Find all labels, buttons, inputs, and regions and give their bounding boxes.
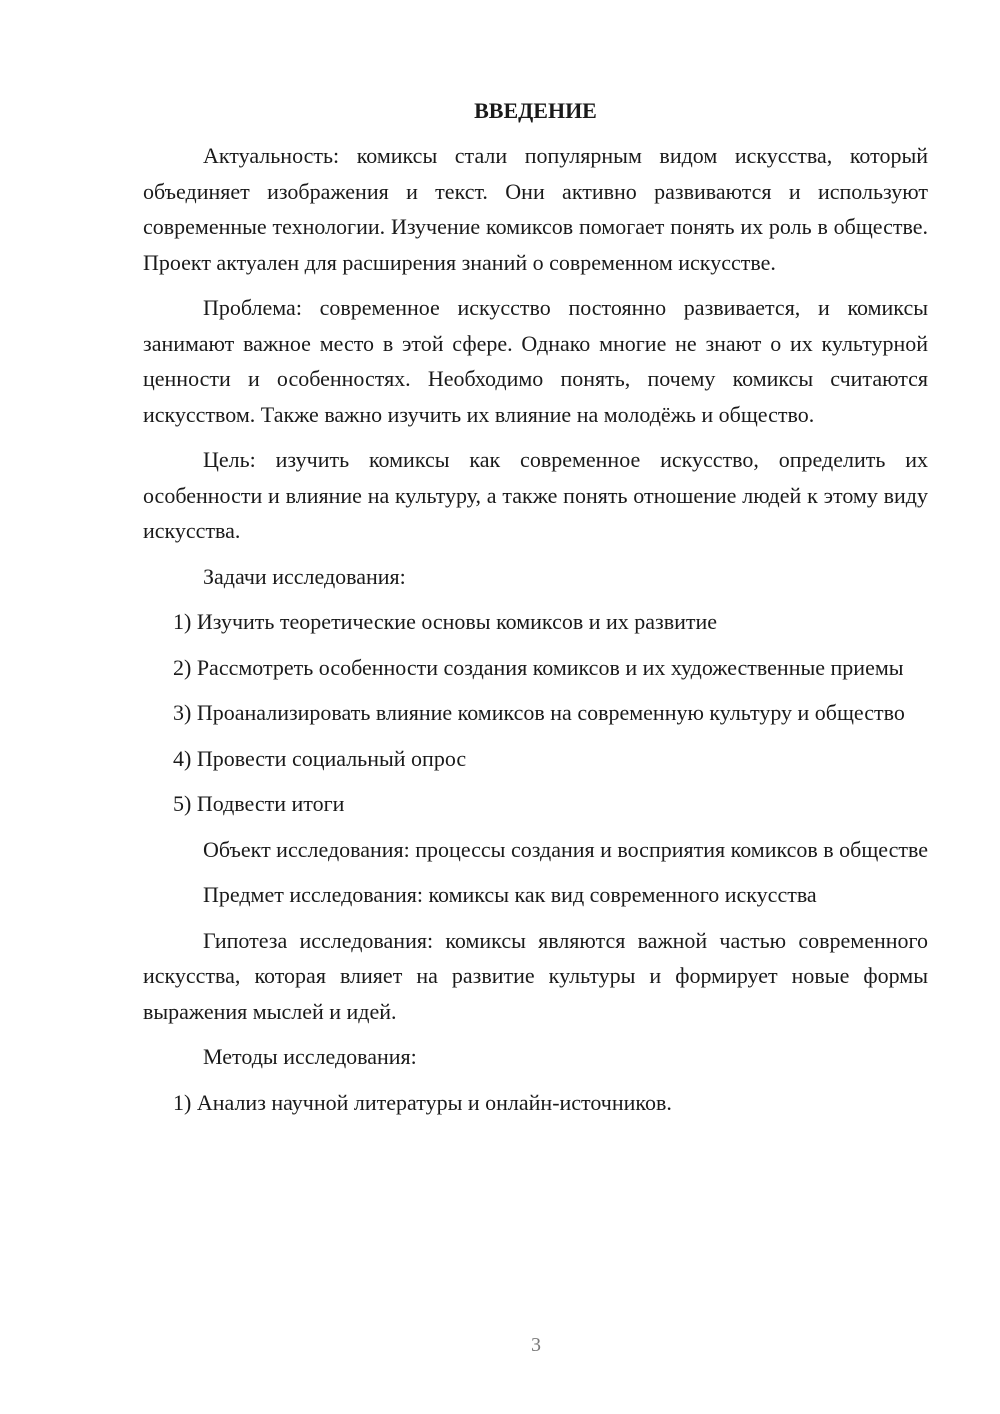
page-number: 3 [531,1334,541,1356]
page-content [143,94,928,1130]
paragraph-object: Объект исследования: процессы создания и восприятия комиксов в обществе [203,836,929,862]
task-item-3: 3) Проанализировать влияние комиксов на современную культуру и общество [173,700,905,725]
task-item-1: 1) Изучить теоретические основы комиксов и их развитие [173,609,718,634]
paragraph-relevance: Актуальность: комиксы стали популярным видом искусства, который объединяет изображения и текст. Они активно развиваются и используют современные технологии. Изучение комиксов помогает понять их роль в обществе. Проект актуален для расширения знаний о современном искусстве. [143,143,928,275]
page-title: ВВЕДЕНИЕ [474,98,597,123]
paragraph-tasks-heading: Задачи исследования: [203,563,406,589]
task-item-5: 5) Подвести итоги [173,791,345,816]
paragraph-subject: Предмет исследования: комиксы как вид современного искусства [203,882,817,907]
paragraph-methods-heading: Методы исследования: [203,1044,417,1069]
paragraph-goal: Цель: изучить комиксы как современное искусство, определить их особенности и влияние на культуру, а также понять отношение людей к этому виду искусства. [143,447,928,543]
task-item-2: 2) Рассмотреть особенности создания комиксов и их художественные приемы [173,654,904,680]
paragraph-problem: Проблема: современное искусство постоянно развивается, и комиксы занимают важное место в этой сфере. Однако многие не знают о их культурной ценности и особенностях. Необходимо понять, почему комиксы считаются искусством. Также важно изучить их влияние на молодёжь и общество. [143,295,928,427]
paragraph-hypothesis: Гипотеза исследования: комиксы являются важной частью современного искусства, которая влияет на развитие культуры и формирует новые формы выражения мыслей и идей. [143,927,928,1024]
method-item-1: 1) Анализ научной литературы и онлайн-источников. [173,1089,672,1115]
task-item-4: 4) Провести социальный опрос [173,745,467,771]
